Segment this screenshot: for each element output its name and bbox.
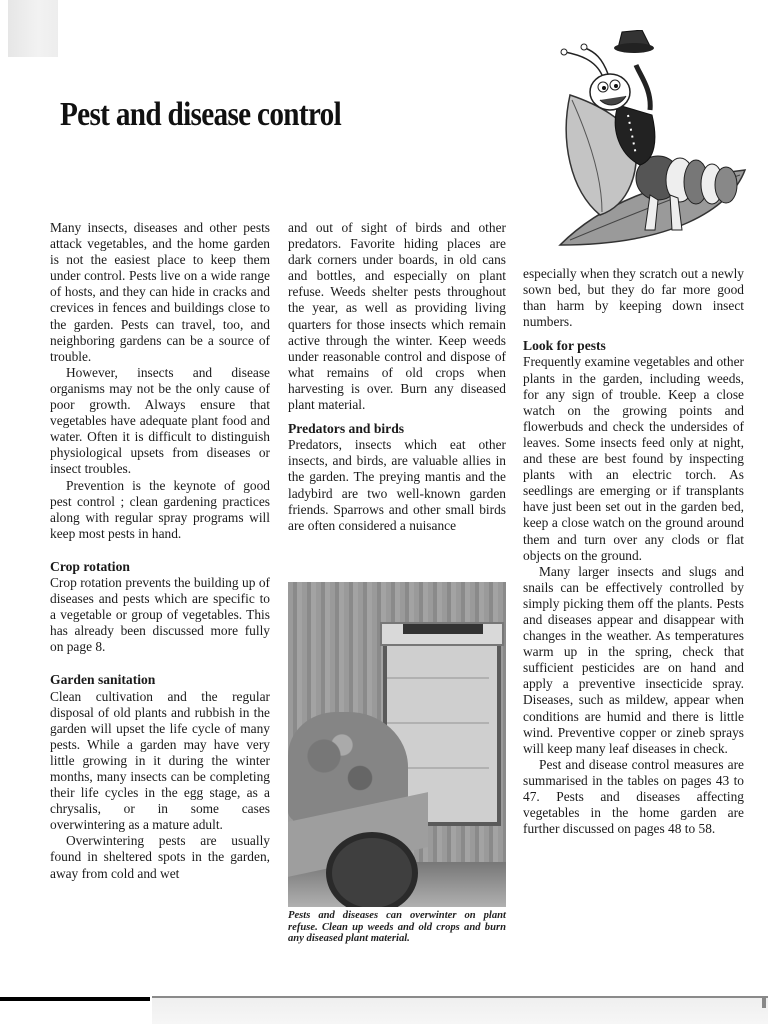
crop-rotation-body: Crop rotation prevents the building up of diseases and pests which are specific to a vegetable or group of vegetables. This has already been discussed more fully on page 8. <box>50 574 270 655</box>
intro-paragraph-1: Many insects, diseases and other pests attack vegetables, and the home garden is not the easiest place to keep them under control. Pests live on a wide range of hosts, and they can hide in cracks and crevices in fences and buildings close to the garden. Pests can travel, too, and neighboring gardens can be a source of trouble. <box>50 220 270 364</box>
crop-rotation-heading: Crop rotation <box>50 558 130 574</box>
photo-caption: Pests and diseases can overwinter on plant refuse. Clean up weeds and old crops and burn any diseased plant material. <box>288 910 506 945</box>
predators-continued-paragraph: especially when they scratch out a newly sown bed, but they do far more good than harm by keeping down insect numbers. <box>523 266 744 330</box>
column-2 <box>288 220 506 534</box>
column-1 <box>50 220 270 882</box>
garden-sanitation-heading: Garden sanitation <box>50 672 156 688</box>
predators-body: Predators, insects which eat other insects, and birds, are valuable allies in the garden. The preying mantis and the ladybird are two well-known garden friends. Sparrows and other small birds are often considered a nuisance <box>288 437 506 533</box>
page-title: Pest and disease control <box>60 96 342 133</box>
intro-paragraph-2: However, insects and disease organisms may not be the only cause of poor growth. Always ensure that vegetables have adequate plant food and water. Often it is difficult to distinguish physiological upsets from diseases or insect troubles. <box>50 364 270 477</box>
garden-sanitation-paragraph-1: Clean cultivation and the regular disposal of old plants and rubbish in the garden will upset the life cycle of many pests. While a garden may have very little growing in it during the winter months, many insects can be completing their life cycles in the egg stage, as a chrysalis, or in some cases overwintering as a mature adult. <box>50 688 270 833</box>
column-3 <box>523 266 744 837</box>
look-for-pests-paragraph-3: Pest and disease control measures are summarised in the tables on pages 43 to 47. Pests and diseases affecting vegetables in the home garden are further discussed on pages 48 to 58. <box>523 756 744 837</box>
caterpillar-illustration <box>540 30 755 255</box>
intro-paragraph-3: Prevention is the keynote of good pest control ; clean gardening practices along with regular spray programs will keep most pests in hand. <box>50 477 270 541</box>
compost-bin-photo <box>288 582 506 907</box>
sanitation-continued-paragraph: and out of sight of birds and other predators. Favorite hiding places are dark corners under boards, in old cans and bottles, and especially on plant refuse. Weeds shelter pests throughout the year, as well as providing living quarters for those insects which remain active through the winter. Keep weeds under reasonable control and dispose of what remains of old crops when harvesting is over. Burn any diseased plant material. <box>288 220 506 413</box>
next-page-edge <box>152 996 768 1024</box>
look-for-pests-paragraph-1: Frequently examine vegetables and other plants in the garden, including weeds, for any sign of trouble. Keep a close watch on the growing points and flowerbuds and check the undersides of leaves. Some insects feed only at night, and these are best found by inspecting plants with an electric torch. As seedlings are emerging or if transplants have just been set out in the garden bed, keep a close watch on the ground around them and turn over any clods or flat objects on the ground. <box>523 354 744 563</box>
look-for-pests-paragraph-2: Many larger insects and slugs and snails can be effectively controlled by simply picking them off the plants. Pests and diseases appear and disappear with changes in the weather. As temperatures warm up in the spring, check that sufficient pesticides are on hand and apply a preventive insecticide spray. Diseases, such as mildew, appear when conditions are humid and there is little wind. Preventive copper or zineb sprays will keep many leaf diseases in check. <box>523 563 744 756</box>
page-corner-tab <box>8 0 58 57</box>
garden-sanitation-paragraph-2: Overwintering pests are usually found in sheltered spots in the garden, away from cold and wet <box>50 833 270 881</box>
predators-heading: Predators and birds <box>288 421 405 437</box>
bottom-rule <box>0 997 150 1001</box>
look-for-pests-heading: Look for pests <box>523 338 606 354</box>
